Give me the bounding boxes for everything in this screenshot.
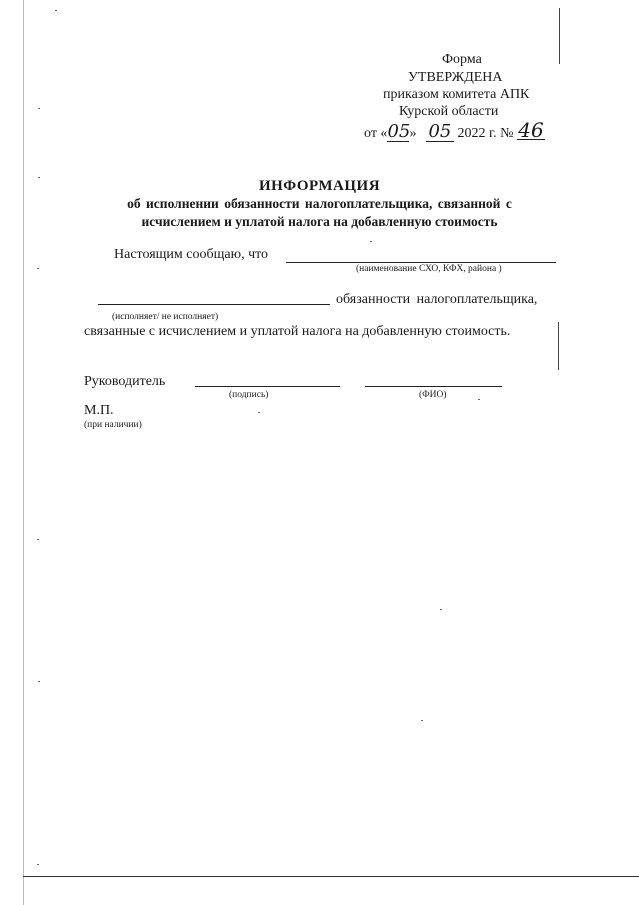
- full-name-field[interactable]: [365, 386, 502, 387]
- approval-date-line: [364, 118, 545, 142]
- stamp-label: М.П.: [84, 403, 114, 418]
- intro-text: Настоящим сообщаю, что: [114, 247, 269, 262]
- document-title: ИНФОРМАЦИЯ: [258, 178, 381, 194]
- scan-edge-left: [23, 0, 24, 905]
- approval-form-label: Форма: [442, 52, 482, 67]
- organization-name-hint: (наименование СХО, КФХ, района ): [356, 264, 502, 274]
- duty-text-line2: связанные с исчислением и уплатой налога на добавленную стоимость.: [84, 324, 511, 339]
- organization-name-field[interactable]: [286, 262, 556, 263]
- date-day: 05: [387, 121, 411, 142]
- title-subtitle-line2: исчислением и уплатой налога на добавленную стоимость: [141, 214, 498, 229]
- approval-utverzhdena: УТВЕРЖДЕНА: [408, 70, 503, 85]
- scan-speck: [258, 412, 260, 413]
- scan-speck: [37, 268, 39, 269]
- date-day-close: »: [409, 126, 417, 141]
- approval-region: Курской области: [399, 104, 499, 119]
- duty-status-field[interactable]: [98, 304, 330, 305]
- full-name-hint: (ФИО): [419, 390, 447, 400]
- document-number: 46: [518, 118, 544, 142]
- signature-hint: (подпись): [229, 390, 269, 400]
- scan-speck: [38, 681, 40, 682]
- date-month: 05: [426, 123, 454, 142]
- scan-speck: [38, 177, 40, 178]
- scan-speck: [421, 720, 423, 721]
- title-subtitle-line1: об исполнении обязанности налогоплательщика, связанной с: [127, 196, 512, 211]
- scan-speck: [37, 864, 39, 865]
- scan-speck: [37, 539, 39, 540]
- scan-edge-right: [559, 8, 560, 64]
- scan-speck: [38, 108, 40, 109]
- duty-text: обязанности налогоплательщика,: [336, 292, 538, 307]
- scan-speck: [440, 609, 442, 610]
- scan-speck: [370, 241, 372, 242]
- scan-edge-bottom: [23, 876, 639, 877]
- approval-order-of: приказом комитета АПК: [383, 87, 530, 102]
- signature-field[interactable]: [195, 386, 340, 387]
- scan-speck: [55, 10, 57, 11]
- date-prefix: от «: [364, 126, 388, 141]
- stamp-hint: (при наличии): [84, 420, 142, 430]
- date-year: 2022 г. №: [457, 126, 514, 141]
- signature-role: Руководитель: [84, 374, 166, 389]
- duty-status-hint: (исполняет/ не исполняет): [112, 312, 219, 322]
- scan-edge-right-lower: [558, 322, 559, 370]
- scan-speck: [478, 399, 480, 400]
